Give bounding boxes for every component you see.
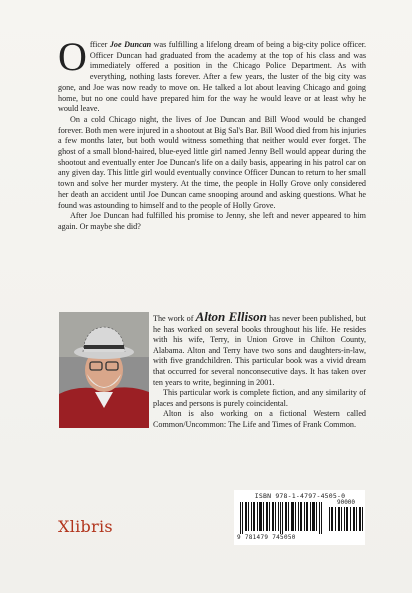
barcode-digits: 9 781479 745050	[237, 534, 296, 541]
author-name: Alton Ellison	[195, 309, 267, 324]
publisher-logo: Xlibris	[58, 517, 113, 536]
synopsis-text: was fulfilling a lifelong dream of being a big-city police officer. Officer Duncan had graduated from the academy at the top of his class and was immediately offered a position in the Chicago Police Department. As with everything, nothing lasts forever. After a few years, the luster of the big city was gone, and Joe was now ready to move on. He talked a lot about leaving Chicago and going home, but no one could have prepared him for the way he would leave or at least why he would leave.	[58, 40, 366, 114]
isbn-text: ISBN 978-1-4797-4505-0	[254, 492, 346, 500]
synopsis-paragraph	[58, 34, 366, 115]
bio-paragraph: Alton is also working on a fictional Western called Common/Uncommon: The Life and Times of Frank Common.	[153, 409, 366, 429]
barcode-bars	[240, 502, 324, 534]
bio-text: The work of	[153, 314, 196, 323]
price-barcode-bars	[329, 507, 363, 531]
barcode-block	[234, 490, 365, 545]
synopsis-text: fficer	[89, 40, 110, 49]
bio-text: has never been published, but he has worked on several books throughout his life. He resides with his wife, Terry, in Union Grove in Chilton County, Alabama. Alton and Terry have two sons and daughters-in-law, with five grandchildren. This particular book was a vivid dream that occurred for several nonconsecutive days. It has taken over ten years to write, beginning in 2001.	[153, 314, 366, 387]
bio-paragraph: This particular work is complete fiction, and any similarity of places and persons is purely coincidental.	[153, 388, 366, 408]
synopsis-paragraph: On a cold Chicago night, the lives of Joe Duncan and Bill Wood would be changed forever. Both men were injured in a shootout at Big Sal's Bar. Bill Wood died from his injuries a few months later, but both would witness something that neither would ever forget. The ghost of a small blond-haired, blue-eyed little girl named Jenny Bell would appear during the shootout and eventually enter Joe Duncan's life on a daily basis, appearing in his patrol car on any given day. This little girl would eventually convince Officer Duncan to return to her small town and solve her murder mystery. At the time, the people in Holly Grove only considered her death an accident until Joe Duncan came snooping around and asking questions. What he found was astounding to himself and to the people of Holly Grove.	[58, 114, 366, 210]
price-code: 90000	[336, 499, 356, 506]
synopsis-paragraph: After Joe Duncan had fulfilled his promise to Jenny, she left and never appeared to him again. Or maybe she did?	[58, 211, 366, 231]
protagonist-name: Joe Duncan	[109, 40, 152, 49]
author-bio	[58, 309, 366, 431]
photo-spacer	[58, 312, 153, 430]
book-synopsis	[58, 34, 366, 233]
drop-cap: O	[58, 34, 87, 79]
